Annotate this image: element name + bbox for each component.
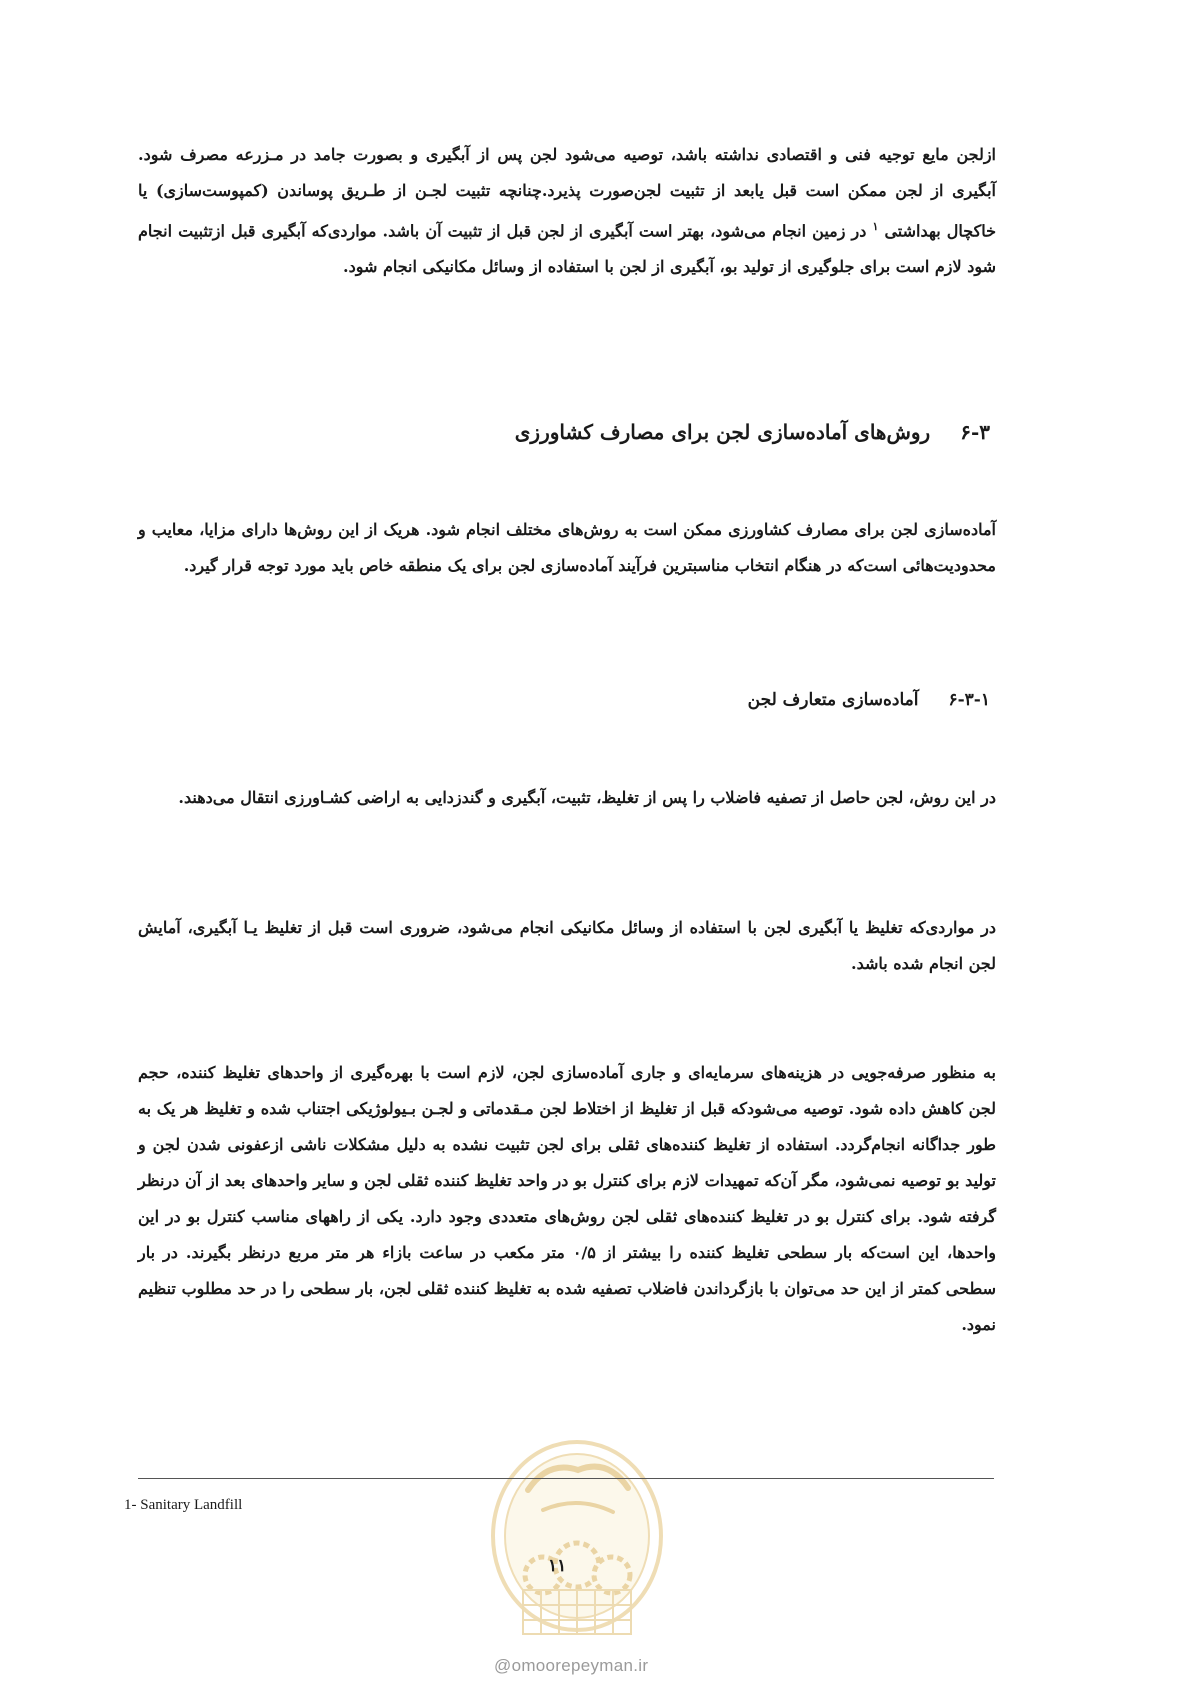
paragraph-1-tail: در زمین انجام می‌شود، بهتر است آبگیری از لجن قبل از تثبیت آن باشد. مواردی‌که آبگیری قبل ازتثبیت انجام شود لازم است برای جلوگیری از تولید بو، آبگیری از لجن با استفاده از وسائل مکانیکی انجام شود. [138,221,996,277]
paragraph-1 [138,137,996,285]
section-heading-6-3 [138,420,990,444]
paragraph-4-text: در مواردی‌که تغلیظ یا آبگیری لجن با استفاده از وسائل مکانیکی انجام می‌شود، ضروری است قبل از تغلیظ یـا آبگیری، آمایش لجن انجام شده باشد. [138,918,996,973]
paragraph-5 [138,1055,996,1343]
paragraph-5-text: به منظور صرفه‌جویی در هزینه‌های سرمایه‌ای و جاری آماده‌سازی لجن، لازم است با بهره‌گیری از واحدهای تغلیظ کننده، حجم لجن کاهش داده شود. توصیه می‌شود‌که قبل از تغلیظ از اختلاط لجن مـقدماتی و لجـن بـیولوژیکی اجتناب شده و تغلیظ هر یک به طور جداگانه انجام‌گردد. استفاده از تغلیظ کننده‌های ثقلی برای لجن تثبیت نشده به دلیل مشکلات ناشی ازعفونی شدن لجن و تولید بو توصیه نمی‌شود، مگر آن‌که تمهیدات لازم برای کنترل بو در واحد تغلیظ کننده ثقلی لجن و سایر واحدهای بعد از آن درنظر گرفته شود. برای کنترل بو در تغلیظ کننده‌های ثقلی لجن روش‌های متعددی وجود دارد. یکی از راههای مناسب کنترل بو در این واحدها، این است‌که بار سطحی تغلیظ کننده را بیشتر از ۰/۵ متر مکعب در ساعت بازاء هر متر مربع درنظر بگیرند. در بار سطحی کمتر از این حد می‌توان با بازگرداندن فاضلاب تصفیه شده به تغلیظ کننده ثقلی لجن، بار سطحی را در حد مطلوب تنظیم نمود. [138,1063,997,1334]
watermark-seal-logo [488,1440,666,1650]
subsection-heading-6-3-1 [138,690,990,710]
watermark-site-text: omoorepeyman.ir [511,1656,649,1675]
paragraph-3-text: در این روش، لجن حاصل از تصفیه فاضلاب را پس از تغلیظ، تثبیت، آبگیری و گندزدایی به اراضی کشـاورزی انتقال می‌دهند. [178,788,996,807]
paragraph-4 [138,910,996,982]
footnote-reference[interactable]: ۱ [872,220,879,233]
footnote: 1- Sanitary Landfill [124,1497,243,1513]
paragraph-1-text: ازلجن مایع توجیه فنی و اقتصادی نداشته باشد، توصیه می‌شود لجن پس از آبگیری و بصورت جامد در مـزرعه مصرف شود. آبگیری از لجن ممکن است قبل یابعد از تثبیت لجن‌صورت پذیرد.چنانچه تثبیت لجـن از طـریق پوساندن (کمپوست‌سازی) یا خاکچال بهداشتی [138,145,997,241]
paragraph-2 [138,512,996,584]
footnote-divider [138,1478,994,1479]
subsection-number: ۶-۳-۱ [948,690,990,710]
watermark-site [494,1656,648,1676]
paragraph-3 [138,780,996,816]
watermark-at-icon: @ [494,1656,512,1675]
paragraph-2-text: آماده‌سازی لجن برای مصارف کشاورزی ممکن است به روش‌های مختلف انجام شود. هریک از این روش‌ها دارای مزایا، معایب و محدودیت‌هائی است‌که در هنگام انتخاب مناسبترین فرآیند آماده‌سازی لجن برای یک منطقه خاص باید مورد توجه قرار گیرد. [138,520,996,575]
page-number: ۱۱ [548,1556,567,1576]
section-title: روش‌های آماده‌سازی لجن برای مصارف کشاورزی [514,420,931,444]
subsection-title: آماده‌سازی متعارف لجن [747,690,919,710]
section-number: ۶-۳ [960,420,990,444]
